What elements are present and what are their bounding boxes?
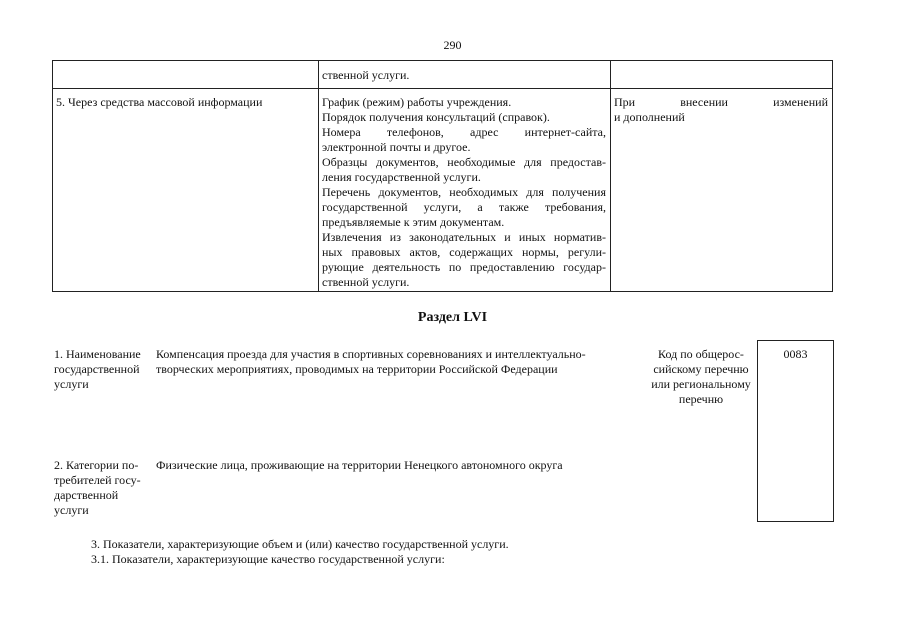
code-value: 0083: [783, 347, 808, 361]
table-col-divider-2: [610, 60, 611, 292]
table-left-border: [52, 60, 53, 292]
section-title: Раздел LVI: [417, 310, 488, 325]
table-row-divider: [52, 88, 833, 89]
table-cell: [56, 95, 314, 110]
service-name-label: 1. Наименование государственной услуги: [54, 347, 141, 391]
table-cell-info-list: График (режим) работы учреждения. Порядок получения консультаций (справок). Номера телефонов, адрес интернет-сайта, электронной почты и другое. Образцы документов, необходимые для предостав- ления государственной услуги. Перечень документов, необходимых для получения государственной услуги, а также требования, предъявляемые к этим документам. Извлечения из законодательных и иных норматив- ных правовых актов, содержащих нормы, регули- рующие деятельность по предоставлению государ- ственной услуги.: [322, 95, 606, 289]
table-cell-update-frequency: При внесении изменений и дополнений: [614, 95, 828, 124]
table-bottom-border: [52, 291, 833, 292]
table-col-divider-1: [318, 60, 319, 292]
service-name-value: Компенсация проезда для участия в спортивных соревнованиях и интеллектуально- творческих мероприятиях, проводимых на территории Российской Федерации: [156, 347, 586, 376]
paragraph-3: 3. Показатели, характеризующие объем и (или) качество государственной услуги.: [91, 537, 509, 551]
services-table: [52, 60, 833, 292]
consumer-category-label: 2. Категории по- требителей госу- дарственной услуги: [54, 458, 141, 517]
table-right-border: [832, 60, 833, 292]
code-box: [757, 340, 834, 522]
consumer-category-value: Физические лица, проживающие на территории Ненецкого автономного округа: [156, 458, 563, 472]
code-label: Код по общерос- сийскому перечню или региональному перечню: [651, 347, 751, 406]
table-top-border: [52, 60, 833, 61]
channel-label: 5. Через средства массовой информации: [56, 95, 263, 109]
page-number: 290: [443, 38, 462, 52]
paragraph-3-1: 3.1. Показатели, характеризующие качество государственной услуги:: [91, 552, 445, 566]
table-cell: ственной услуги.: [322, 68, 410, 82]
